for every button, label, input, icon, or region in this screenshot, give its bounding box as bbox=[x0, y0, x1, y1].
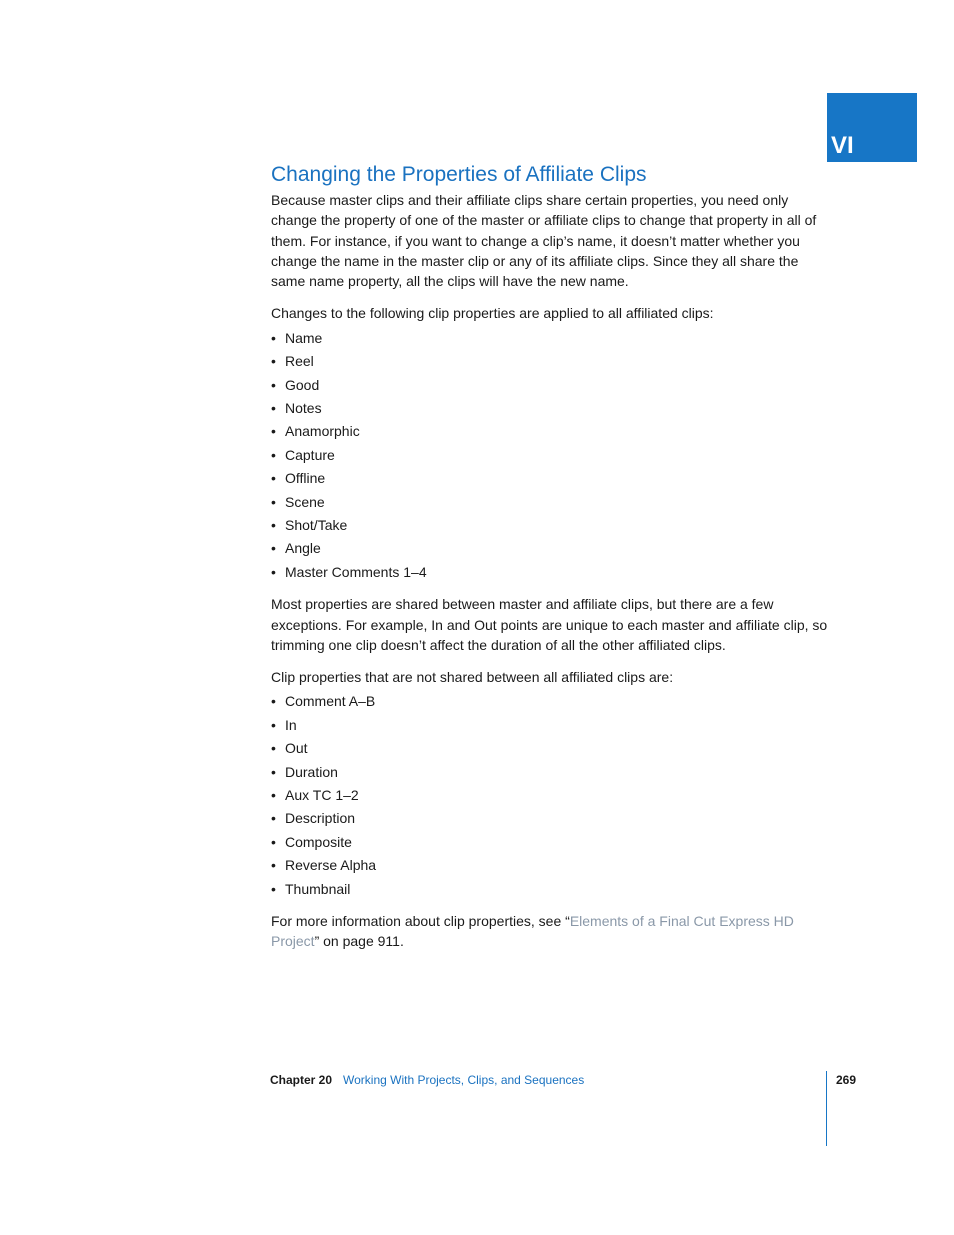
section-title: Changing the Properties of Affiliate Clips bbox=[271, 163, 647, 186]
part-tab-label: VI bbox=[831, 132, 854, 159]
list-item-label: Composite bbox=[285, 833, 352, 850]
list-item bbox=[271, 807, 831, 830]
list-item-label: Reel bbox=[285, 353, 314, 370]
list-item bbox=[271, 784, 831, 807]
bullet-icon: • bbox=[271, 880, 276, 897]
footer-divider bbox=[826, 1071, 827, 1146]
bullet-icon: • bbox=[271, 423, 276, 440]
page-number: 269 bbox=[836, 1073, 857, 1087]
bullet-icon: • bbox=[271, 833, 276, 850]
list-item-label: In bbox=[285, 716, 297, 733]
shared-properties-list bbox=[271, 327, 831, 584]
main-content bbox=[271, 160, 831, 952]
cross-reference-link[interactable]: Elements of a Final Cut Express HD Project bbox=[271, 913, 794, 950]
bullet-icon: • bbox=[271, 740, 276, 757]
unshared-properties-list bbox=[271, 690, 831, 901]
list-item-label: Out bbox=[285, 740, 308, 757]
intro-paragraph: Because master clips and their affiliate clips share certain properties, you need only change the property of one of the master or affiliate clips to change that property in all of them. For instance, if you want to change a clip’s name, it doesn’t matter whether you change the name in the master clip or any of its affiliate clips. Since they all share the same name property, all the clips will have the new name. bbox=[271, 192, 817, 290]
list-item bbox=[271, 444, 831, 467]
list-item bbox=[271, 467, 831, 490]
list-item bbox=[271, 420, 831, 443]
bullet-icon: • bbox=[271, 353, 276, 370]
bullet-icon: • bbox=[271, 563, 276, 580]
list-item bbox=[271, 374, 831, 397]
more-info-suffix: ” on page 911. bbox=[314, 933, 404, 950]
list-item-label: Anamorphic bbox=[285, 423, 360, 440]
bullet-icon: • bbox=[271, 446, 276, 463]
list-item bbox=[271, 690, 831, 713]
list-item-label: Duration bbox=[285, 763, 338, 780]
list-item-label: Angle bbox=[285, 540, 321, 557]
more-info-paragraph bbox=[271, 911, 831, 952]
list-item bbox=[271, 514, 831, 537]
list-item bbox=[271, 737, 831, 760]
bullet-icon: • bbox=[271, 400, 276, 416]
list-item bbox=[271, 491, 831, 514]
list-item bbox=[271, 854, 831, 877]
bullet-icon: • bbox=[271, 540, 276, 557]
bullet-icon: • bbox=[271, 716, 276, 733]
list-item-label: Master Comments 1–4 bbox=[285, 563, 427, 580]
list-item bbox=[271, 350, 831, 373]
list-item bbox=[271, 327, 831, 350]
list-item bbox=[271, 831, 831, 854]
list-item-label: Aux TC 1–2 bbox=[285, 787, 359, 804]
list-item bbox=[271, 878, 831, 901]
unshared-properties-lead: Clip properties that are not shared between all affiliated clips are: bbox=[271, 669, 674, 686]
bullet-icon: • bbox=[271, 763, 276, 780]
part-tab bbox=[827, 93, 917, 162]
list-item-label: Capture bbox=[285, 446, 335, 463]
list-item-label: Description bbox=[285, 810, 356, 827]
list-item-label: Notes bbox=[285, 400, 322, 416]
page-footer bbox=[270, 1072, 860, 1092]
list-item bbox=[271, 761, 831, 784]
bullet-icon: • bbox=[271, 329, 276, 346]
list-item-label: Scene bbox=[285, 493, 325, 510]
list-item bbox=[271, 561, 831, 584]
bullet-icon: • bbox=[271, 470, 276, 487]
list-item bbox=[271, 714, 831, 737]
bullet-icon: • bbox=[271, 693, 276, 710]
list-item-label: Good bbox=[285, 376, 320, 393]
more-info-prefix: For more information about clip properties, see “ bbox=[271, 913, 570, 930]
bullet-icon: • bbox=[271, 517, 276, 534]
list-item-label: Thumbnail bbox=[285, 880, 351, 897]
bullet-icon: • bbox=[271, 810, 276, 827]
bullet-icon: • bbox=[271, 376, 276, 393]
list-item bbox=[271, 397, 831, 420]
list-item bbox=[271, 537, 831, 560]
list-item-label: Comment A–B bbox=[285, 693, 376, 710]
list-item-label: Shot/Take bbox=[285, 517, 348, 534]
list-item-label: Offline bbox=[285, 470, 326, 487]
footer-chapter-label: Chapter 20 bbox=[270, 1073, 333, 1087]
bullet-icon: • bbox=[271, 787, 276, 804]
footer-chapter-title[interactable]: Working With Projects, Clips, and Sequences bbox=[343, 1073, 585, 1087]
list-item-label: Name bbox=[285, 329, 323, 346]
shared-properties-lead: Changes to the following clip properties are applied to all affiliated clips: bbox=[271, 305, 714, 322]
list-item-label: Reverse Alpha bbox=[285, 857, 377, 874]
bullet-icon: • bbox=[271, 857, 276, 874]
bullet-icon: • bbox=[271, 493, 276, 510]
exceptions-paragraph: Most properties are shared between master and affiliate clips, but there are a few exceptions. For example, In and Out points are unique to each master and affiliate clip, so trimming one clip doesn’t affect the duration of all the other affiliated clips. bbox=[271, 596, 828, 653]
